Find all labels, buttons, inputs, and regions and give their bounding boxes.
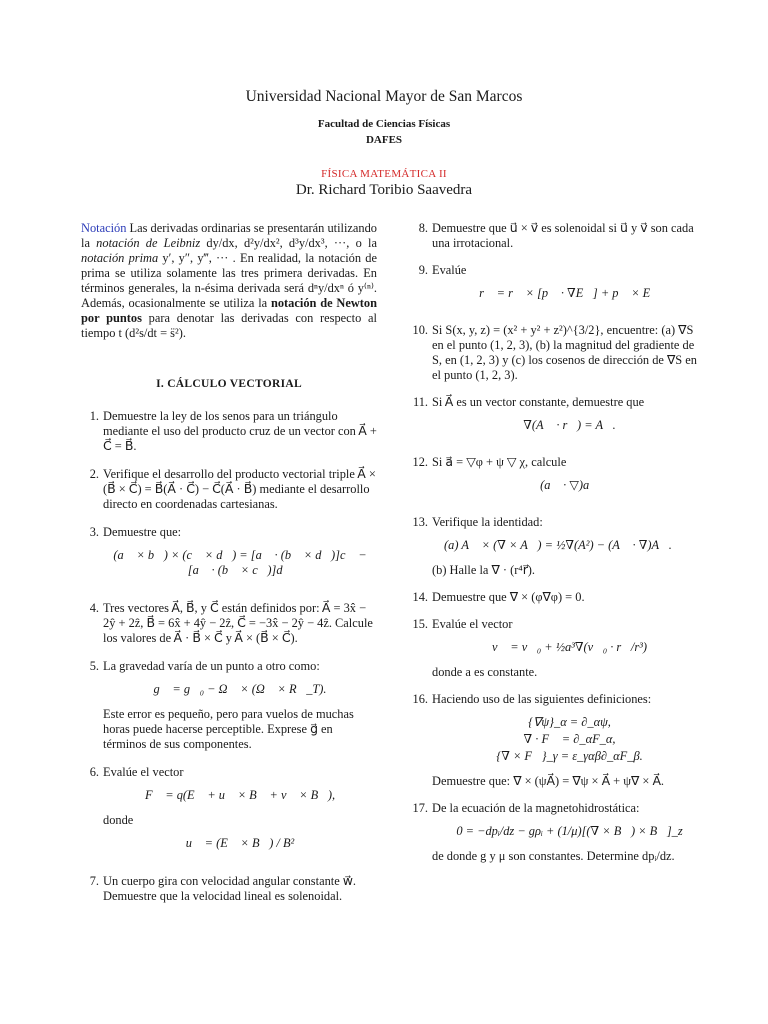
problem-item [81,409,377,454]
problem-equation: v⃗ = v⃗₀ + ½a³∇(v⃗₀ · r⃗/r³) [492,640,647,654]
problem-item [410,590,707,605]
problem-equation: ∇(A⃗ · r⃗) = A⃗. [523,418,616,432]
problem-text-after: (b) Halle la ∇ · (r⁴r⃗). [432,563,536,577]
problem-item [410,323,707,383]
problem-equation-2: ∇ · F⃗ = ∂_αF_α, [523,732,616,746]
problem-text: Verifique el desarrollo del producto vectorial triple A⃗ × (B⃗ × C⃗) = B⃗(A⃗ · C⃗) − C⃗(A⃗ · B⃗) mediante el desarrollo directo en coordenadas cartesianas. [103,467,376,511]
university-title: Universidad Nacional Mayor de San Marcos [245,88,523,105]
problem-number: 8. [418,221,428,235]
problem-text-after: donde a es constante. [432,665,538,679]
problem-equation: {∇ψ}_α = ∂_αψ, [528,715,611,729]
problem-number: 13. [412,515,428,529]
problem-text: Si a⃗ = ▽φ + ψ ▽ χ, calcule [432,455,567,469]
problem-text: Verifique la identidad: [432,515,543,529]
problem-text-after: Este error es pequeño, pero para vuelos de muchas horas puede hacerse perceptible. Exprese g⃗ en términos de sus componentes. [103,707,354,751]
problem-text: Demuestre que: [103,525,182,539]
problem-equation: F⃗ = q(E⃗ + u⃗ × B⃗ + v⃗ × B⃗), [144,788,336,802]
problem-text: La gravedad varía de un punto a otro como: [103,659,320,673]
problem-number: 12. [412,455,428,469]
problem-equation: g⃗ = g⃗₀ − Ω⃗ × (Ω⃗ × R⃗_T). [153,682,327,696]
problem-text: Tres vectores A⃗, B⃗, y C⃗ están definidos por: A⃗ = 3x̂ − 2ŷ + 2ẑ, B⃗ = 6x̂ + 4ŷ − 2ẑ, C⃗ = −3x̂ − 2ŷ − 4ẑ. Calcule los valores de A⃗ · B⃗ × C⃗ y A⃗ × (B⃗ × C⃗). [103,601,373,645]
problem-text: Un cuerpo gira con velocidad angular constante w⃗. Demuestre que la velocidad lineal es solenoidal. [103,874,357,903]
problem-text-after: de donde g y μ son constantes. Determine dpᵢ/dz. [432,849,675,863]
problem-item [410,801,707,864]
problem-item [410,395,707,443]
problem-number: 5. [89,659,99,673]
problem-item [81,874,377,904]
right-column [410,221,707,876]
problem-number: 4. [89,601,99,615]
problem-text: De la ecuación de la magnetohidrostática: [432,801,640,815]
problem-text: Demuestre que ∇ × (φ∇φ) = 0. [432,590,585,604]
intro-text-3: y′, y″, y‴, ··· . En realidad, la notación de prima se utiliza solamente las tres primera derivadas. En términos generales, la n-ésima derivada será dⁿy/dxⁿ ó y⁽ⁿ⁾. Además, ocasionalmente se utiliza la [81,251,377,310]
faculty-name: Facultad de Ciencias Físicas [317,118,451,130]
problem-item [410,515,707,578]
problem-equation: r⃗ = r⃗ × [p⃗ · ∇E⃗] + p⃗ × E⃗ [479,286,660,300]
problem-item [81,765,377,861]
problem-number: 16. [412,692,428,706]
problem-item [81,601,377,646]
problem-item [81,525,377,588]
notation-keyword: Notación [81,221,127,235]
intro-prima: notación prima [81,251,159,265]
problem-item [81,659,377,752]
problem-number: 11. [412,395,428,409]
problem-number: 6. [89,765,99,779]
problem-number: 9. [418,263,428,277]
problem-text: Demuestre que u⃗ × v⃗ es solenoidal si u⃗ y v⃗ son cada una irrotacional. [432,221,694,250]
problem-text: Haciendo uso de las siguientes definiciones: [432,692,652,706]
problem-number: 17. [412,801,428,815]
problem-number: 14. [412,590,428,604]
problem-equation: (a⃗ · ▽)a⃗ [540,478,599,492]
problem-equation: (a⃗ × b⃗) × (c⃗ × d⃗) = [a⃗ · (b⃗ × d⃗)]c⃗ − [a⃗ · (b⃗ × c⃗)]d⃗ [113,548,367,577]
problem-text: Evalúe [432,263,467,277]
intro-text-4: para denotar las derivadas con respecto al tiempo t (d²s/dt = s̈²). [81,311,377,340]
notation-paragraph [81,221,377,341]
problem-number: 10. [412,323,428,337]
problem-item [81,467,377,512]
intro-text-2: dy/dx, d²y/dx², d³y/dx³, ···, o la [200,236,377,250]
problem-item [410,692,707,789]
problem-item [410,617,707,680]
problem-number: 15. [412,617,428,631]
problem-text: Si S(x, y, z) = (x² + y² + z²)^{3/2}, encuentre: (a) ∇S en el punto (1, 2, 3), (b) la magnitud del gradiente de S, en (1, 2, 3) y (c) los cosenos de dirección de ∇S en el punto (1, 2, 3). [432,323,697,382]
problem-text: Si A⃗ es un vector constante, demuestre que [432,395,645,409]
problem-equation-3: {∇ × F⃗}_γ = ε_γαβ∂_αF_β. [496,749,643,763]
problem-item [410,455,707,503]
problem-number: 3. [89,525,99,539]
intro-text-1: Las derivadas ordinarias se presentarán utilizando la [81,221,377,250]
left-column [81,221,377,917]
professor-name: Dr. Richard Toribio Saavedra [295,182,473,198]
section-heading: I. CÁLCULO VECTORIAL [156,378,302,390]
intro-leibniz: notación de Leibniz [96,236,201,250]
problem-item [410,263,707,311]
problem-number: 7. [89,874,99,888]
department-name: DAFES [365,134,403,146]
problem-text: Demuestre la ley de los senos para un triángulo mediante el uso del producto cruz de un vector con A⃗ + C⃗ = B⃗. [103,409,377,453]
problem-text: Evalúe el vector [432,617,513,631]
problem-number: 2. [89,467,99,481]
problem-equation-2: u⃗ = (E⃗ × B⃗) / B² [185,836,295,850]
problem-text-after: donde [103,813,134,827]
document-header [0,88,768,199]
course-title: FÍSICA MATEMÁTICA II [321,168,447,180]
intro-newton: notación de Newton por puntos [81,296,377,325]
problem-equation: (a) A⃗ × (∇ × A⃗) = ½∇(A²) − (A⃗ · ∇)A⃗. [444,538,672,552]
problem-text-after: Demuestre que: ∇ × (ψA⃗) = ∇ψ × A⃗ + ψ∇ × A⃗. [432,774,665,788]
problem-text: Evalúe el vector [103,765,184,779]
problem-equation: 0 = −dpᵢ/dz − gρᵢ + (1/μ)[(∇ × B⃗) × B⃗]_z [456,824,683,838]
problem-number: 1. [89,409,99,423]
problem-item [410,221,707,251]
